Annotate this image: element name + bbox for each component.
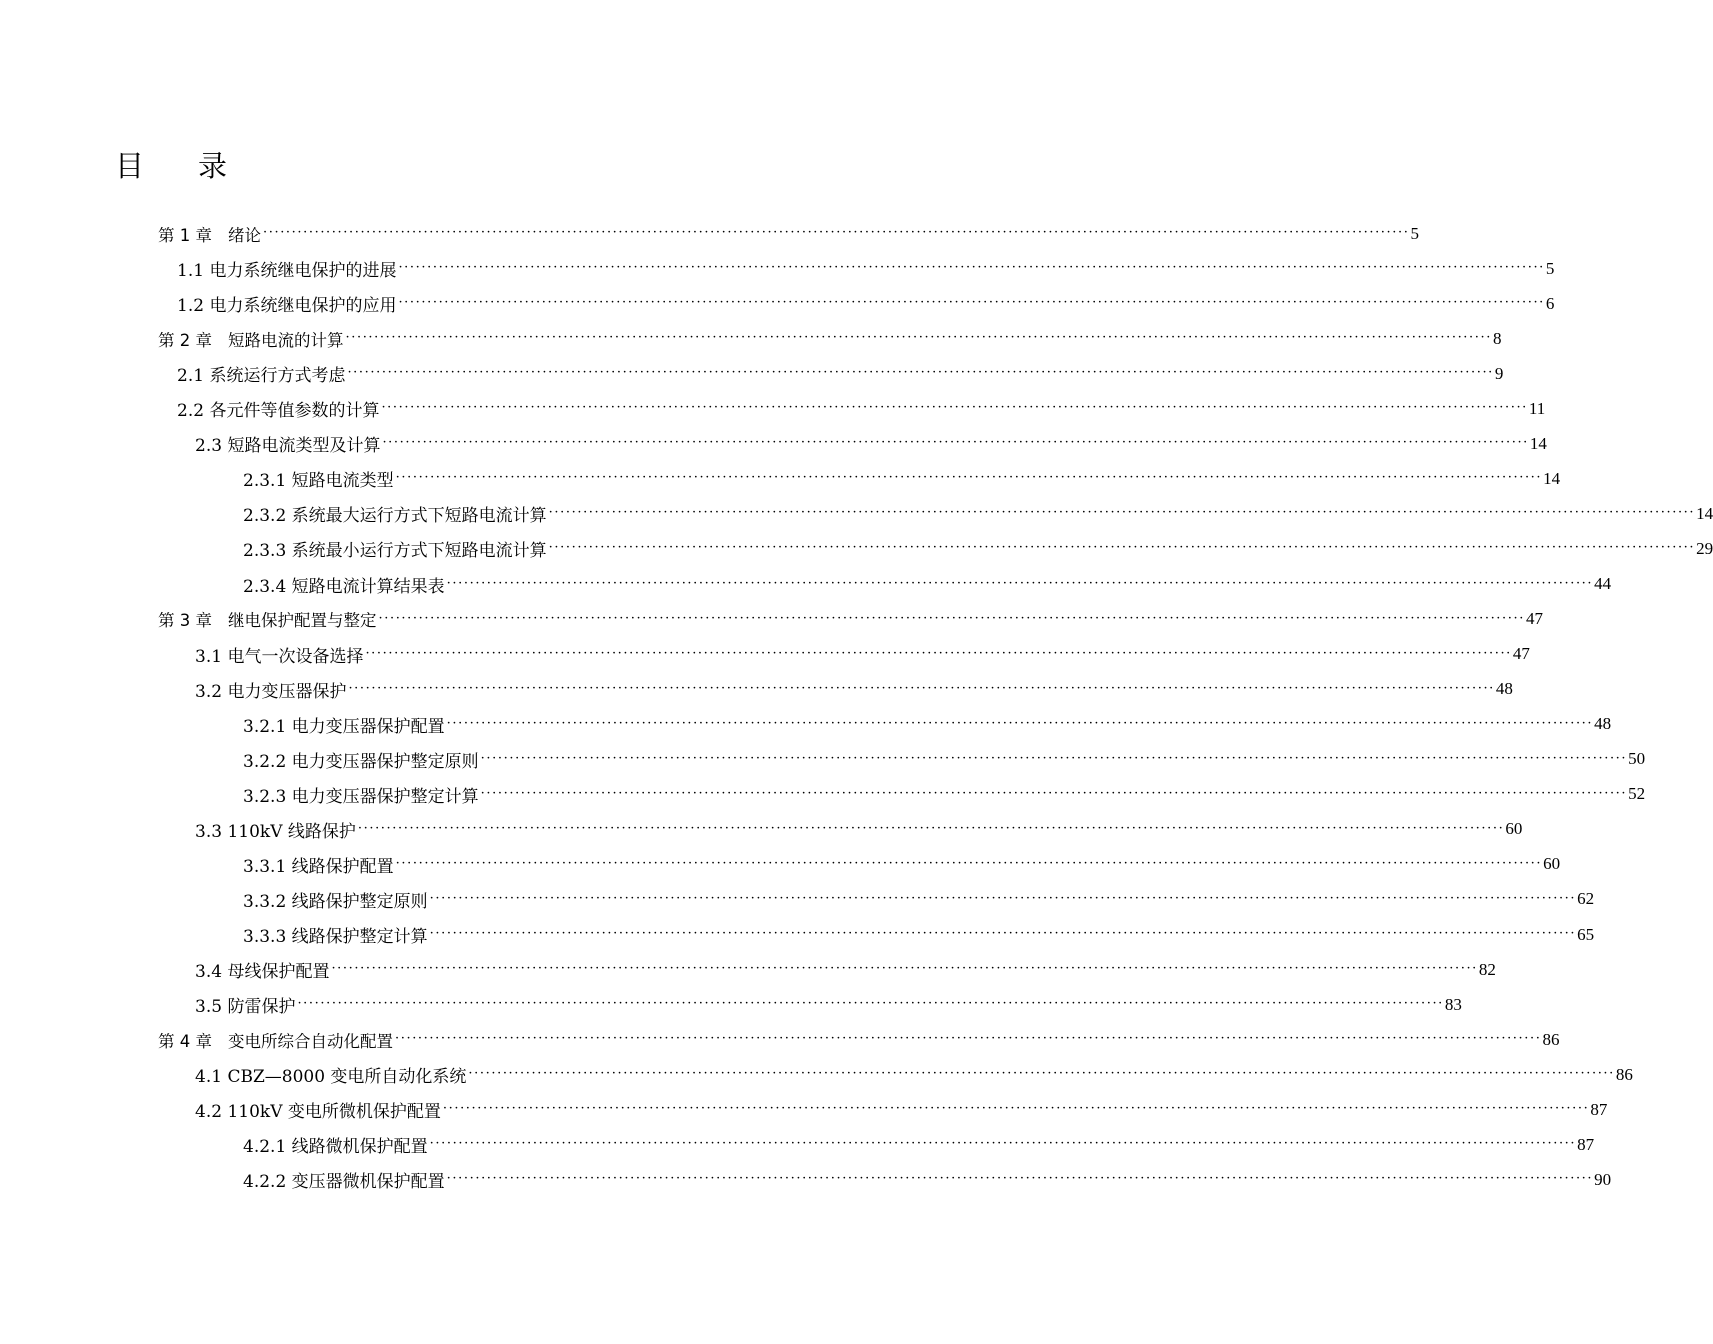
toc-dot-leader: ········································································································································································································: [331, 961, 1478, 977]
toc-entry-label: [158, 327, 345, 351]
toc-entry-label: [158, 222, 262, 246]
toc-entry-text: 3.2.1 电力变压器保护配置: [243, 716, 445, 737]
toc-entry[interactable]: [195, 1057, 1633, 1092]
toc-dot-leader: ········································································································································································································: [348, 680, 1495, 696]
toc-entry-label: [243, 1132, 429, 1157]
toc-dot-leader: ········································································································································································································: [378, 610, 1525, 626]
toc-chapter-entry[interactable]: [158, 216, 1419, 251]
toc-entry-label: [243, 887, 429, 912]
toc-chapter-number: 第 1 章: [158, 225, 212, 245]
toc-entry[interactable]: [177, 391, 1546, 426]
toc-page-number: 60: [1505, 819, 1523, 839]
toc-entry-text: 2.3.1 短路电流类型: [243, 471, 394, 492]
toc-page-number: 62: [1577, 889, 1595, 909]
toc-entry-text: 3.3 110kV 线路保护: [195, 821, 356, 842]
toc-dot-leader: ········································································································································································································: [382, 435, 1529, 451]
toc-entry-label: [243, 466, 395, 491]
toc-page-number: 65: [1577, 924, 1595, 944]
toc-entry-text: 3.2.3 电力变压器保护整定计算: [243, 786, 479, 807]
toc-dot-leader: ········································································································································································································: [381, 400, 1528, 416]
toc-entry[interactable]: [243, 707, 1612, 742]
toc-entry[interactable]: [195, 952, 1496, 987]
toc-entry-text: 3.1 电气一次设备选择: [195, 646, 364, 667]
toc-entry-text: 绪论: [228, 225, 261, 245]
toc-entry-text: 3.3.2 线路保护整定原则: [243, 891, 428, 912]
toc-entry-text: 2.1 系统运行方式考虑: [177, 366, 346, 387]
toc-entry-text: 4.2 110kV 变电所微机保护配置: [195, 1102, 441, 1123]
toc-entry-text: 3.2 电力变压器保护: [195, 681, 347, 702]
page-title-left: 目: [115, 149, 145, 183]
toc-chapter-number: 第 2 章: [158, 330, 212, 350]
toc-entry-label: [195, 1062, 467, 1087]
toc-entry-text: 4.2.2 变压器微机保护配置: [243, 1172, 445, 1193]
toc-entry-label: [243, 852, 395, 877]
toc-dot-leader: ········································································································································································································: [446, 715, 1594, 731]
toc-page-number: 47: [1525, 609, 1543, 629]
toc-entry[interactable]: [177, 356, 1504, 391]
toc-page-number: 6: [1545, 293, 1555, 313]
toc-dot-leader: ········································································································································································································: [468, 1066, 1615, 1082]
toc-page-number: 47: [1512, 644, 1530, 664]
toc-entry[interactable]: [195, 987, 1462, 1022]
toc-entry-label: [195, 957, 330, 982]
toc-entry[interactable]: [195, 426, 1547, 461]
toc-entry-text: 3.3.3 线路保护整定计算: [243, 927, 428, 947]
toc-entry-text: 4.1 CBZ—8000 变电所自动化系统: [195, 1067, 467, 1088]
toc-dot-leader: ········································································································································································································: [263, 225, 1410, 240]
toc-entry-label: [195, 992, 296, 1017]
toc-entry-text: 3.5 防雷保护: [195, 997, 296, 1018]
toc-entry-text: 3.2.2 电力变压器保护整定原则: [243, 751, 479, 772]
toc-page-number: 11: [1528, 398, 1546, 418]
toc-page-number: 83: [1444, 994, 1462, 1014]
toc-entry-text: 2.3 短路电流类型及计算: [195, 436, 381, 457]
toc-entry[interactable]: [243, 777, 1646, 812]
toc-entry-label: [243, 782, 480, 807]
toc-dot-leader: ········································································································································································································: [365, 645, 1512, 661]
toc-entry-label: [243, 536, 548, 561]
toc-entry[interactable]: [177, 251, 1555, 286]
toc-entry-text: 变电所综合自动化配置: [228, 1031, 393, 1051]
toc-chapter-entry[interactable]: [158, 1022, 1560, 1057]
toc-page-number: 14: [1696, 503, 1713, 523]
toc-entry-label: [177, 361, 346, 386]
toc-entry-label: [195, 431, 381, 456]
toc-entry-text: 继电保护配置与整定: [228, 611, 377, 631]
toc-entry[interactable]: [177, 286, 1555, 321]
toc-dot-leader: ········································································································································································································: [446, 575, 1594, 591]
toc-page-number: 60: [1543, 854, 1561, 874]
toc-dot-leader: ········································································································································································································: [345, 330, 1492, 346]
toc-page-number: 29: [1696, 538, 1713, 558]
toc-page-number: 5: [1410, 223, 1419, 243]
toc-entry[interactable]: [195, 672, 1513, 707]
toc-entry-label: [243, 572, 446, 597]
toc-entry-text: 3.4 母线保护配置: [195, 962, 330, 983]
toc-dot-leader: ········································································································································································································: [548, 540, 1696, 556]
toc-entry[interactable]: [243, 1127, 1595, 1162]
toc-entry-label: [177, 291, 397, 316]
toc-dot-leader: ········································································································································································································: [395, 855, 1543, 871]
toc-dot-leader: ········································································································································································································: [429, 1136, 1577, 1152]
toc-entry[interactable]: [243, 531, 1713, 566]
toc-dot-leader: ········································································································································································································: [429, 890, 1577, 906]
toc-dot-leader: ········································································································································································································: [395, 1031, 1542, 1047]
toc-entry-label: [195, 642, 364, 667]
toc-entry[interactable]: [243, 742, 1646, 777]
toc-chapter-number: 第 4 章: [158, 1031, 212, 1051]
toc-entry-text: 短路电流的计算: [228, 330, 344, 350]
toc-entry[interactable]: [243, 882, 1595, 917]
toc-page-number: 48: [1594, 714, 1612, 734]
toc-chapter-entry[interactable]: [158, 321, 1502, 356]
toc-entry[interactable]: [243, 461, 1561, 496]
toc-dot-leader: ········································································································································································································: [398, 260, 1545, 276]
toc-chapter-number: 第 3 章: [158, 611, 212, 631]
toc-dot-leader: ········································································································································································································: [429, 926, 1577, 941]
toc-dot-leader: ········································································································································································································: [446, 1171, 1594, 1187]
toc-page-number: 48: [1495, 679, 1513, 699]
toc-chapter-entry[interactable]: [158, 602, 1543, 637]
toc-entry[interactable]: [243, 847, 1561, 882]
toc-entry[interactable]: [195, 1092, 1608, 1127]
toc-dot-leader: ········································································································································································································: [395, 470, 1543, 486]
toc-entry-label: [243, 747, 480, 772]
toc-entry-text: 4.2.1 线路微机保护配置: [243, 1137, 428, 1158]
toc-entry-label: [195, 677, 347, 702]
toc-entry-label: [243, 712, 446, 737]
toc-entry-label: [158, 1028, 394, 1052]
toc-entry[interactable]: [243, 496, 1713, 531]
toc-entry-text: 2.3.3 系统最小运行方式下短路电流计算: [243, 541, 547, 562]
toc-entry-text: 2.3.4 短路电流计算结果表: [243, 576, 445, 597]
toc-page-number: 82: [1478, 959, 1496, 979]
toc-entry-label: [243, 1167, 446, 1192]
toc-page-number: 14: [1543, 468, 1561, 488]
toc-page-number: 86: [1615, 1064, 1633, 1084]
toc-entry-label: [243, 501, 548, 526]
toc-entry[interactable]: [243, 917, 1595, 952]
toc-dot-leader: ········································································································································································································: [480, 785, 1628, 801]
toc-entry-text: 1.2 电力系统继电保护的应用: [177, 296, 397, 317]
toc-page-number: 9: [1494, 363, 1504, 383]
toc-entry-text: 2.2 各元件等值参数的计算: [177, 401, 380, 422]
toc-dot-leader: ········································································································································································································: [357, 820, 1505, 836]
toc-dot-leader: ········································································································································································································: [480, 750, 1628, 766]
page-title: [115, 146, 227, 186]
toc-dot-leader: ········································································································································································································: [548, 505, 1696, 521]
toc-entry-text: 3.3.1 线路保护配置: [243, 856, 394, 877]
toc-dot-leader: ········································································································································································································: [398, 295, 1545, 311]
toc-entry-text: 2.3.2 系统最大运行方式下短路电流计算: [243, 506, 547, 527]
toc-page-number: 8: [1492, 328, 1502, 348]
toc-page-number: 52: [1628, 784, 1646, 804]
toc-entry-label: [195, 1097, 442, 1122]
toc-entry[interactable]: [195, 637, 1530, 672]
toc-entry-label: [243, 922, 429, 947]
toc-entry[interactable]: [243, 1162, 1612, 1197]
toc-entry-label: [195, 817, 357, 842]
toc-page-number: 5: [1545, 258, 1555, 278]
toc-page-number: 87: [1590, 1099, 1608, 1119]
page-title-right: 录: [198, 149, 228, 183]
toc-page-number: 90: [1594, 1169, 1612, 1189]
toc-dot-leader: ········································································································································································································: [442, 1101, 1590, 1117]
toc-dot-leader: ········································································································································································································: [297, 996, 1444, 1012]
toc-entry-label: [158, 607, 378, 631]
toc-entry[interactable]: [195, 812, 1523, 847]
toc-page-number: 50: [1628, 749, 1646, 769]
toc-page-number: 86: [1542, 1029, 1560, 1049]
toc-entry-label: [177, 256, 397, 281]
toc-page-number: 44: [1594, 574, 1612, 593]
toc-entry-text: 1.1 电力系统继电保护的进展: [177, 261, 397, 282]
toc-entry-label: [177, 396, 380, 421]
toc-dot-leader: ········································································································································································································: [347, 365, 1494, 381]
toc-page-number: 14: [1529, 433, 1547, 453]
toc-entry[interactable]: [243, 567, 1612, 602]
toc-page-number: 87: [1577, 1134, 1595, 1154]
